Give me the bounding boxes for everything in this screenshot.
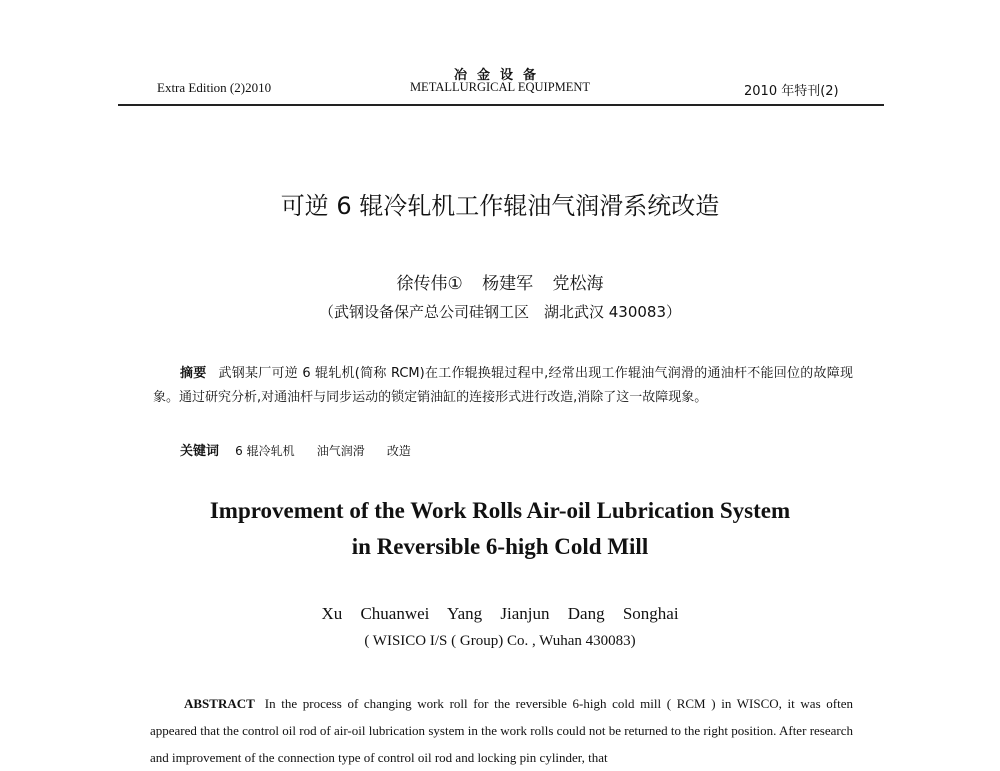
keywords-cn-label: 关键词 [180, 444, 220, 459]
abstract-en [150, 690, 853, 771]
paper-title-cn: 可逆 6 辊冷轧机工作辊油气润滑系统改造 [280, 192, 720, 220]
abstract-en-label: ABSTRACT [184, 696, 255, 711]
journal-name-en: METALLURGICAL EQUIPMENT [409, 80, 591, 94]
running-header-left: Extra Edition (2)2010 [157, 80, 272, 95]
authors-en: Xu Chuanwei Yang Jianjun Dang Songhai [321, 604, 679, 623]
journal-name-cn: 冶金设备 [453, 68, 546, 83]
abstract-cn-label: 摘要 [180, 366, 207, 381]
keyword-item: 6 辊冷轧机 [235, 444, 295, 458]
running-header-right: 2010 年特刊(2) [744, 84, 839, 99]
affiliation-cn: （武钢设备保产总公司硅钢工区 湖北武汉 430083） [318, 303, 682, 321]
keyword-item: 改造 [386, 444, 411, 458]
abstract-cn [153, 362, 853, 410]
keywords-cn [180, 440, 429, 459]
paper-title-en-line1: Improvement of the Work Rolls Air-oil Lubrication System [209, 498, 791, 523]
abstract-cn-text: 武钢某厂可逆 6 辊轧机(简称 RCM)在工作辊换辊过程中,经常出现工作辊油气润滑的通油杆不能回位的故障现象。通过研究分析,对通油杆与同步运动的锁定销油缸的连接形式进行改造,消除了这一故障现象。 [153, 366, 853, 405]
header-rule [118, 104, 884, 106]
authors-cn: 徐传伟① 杨建军 党松海 [396, 274, 604, 294]
paper-title-en-line2: in Reversible 6-high Cold Mill [351, 534, 649, 559]
affiliation-en: ( WISICO I/S ( Group) Co. , Wuhan 430083) [364, 633, 636, 649]
keyword-item: 油气润滑 [316, 444, 365, 458]
abstract-en-text: In the process of changing work roll for the reversible 6-high cold mill ( RCM ) in WISCO, it was often appeared that the control oil rod of air-oil lubrication system in the work rolls could not be returned to the right position. After research and improvement of the connection type of control oil rod and locking pin cylinder, that [150, 696, 853, 765]
